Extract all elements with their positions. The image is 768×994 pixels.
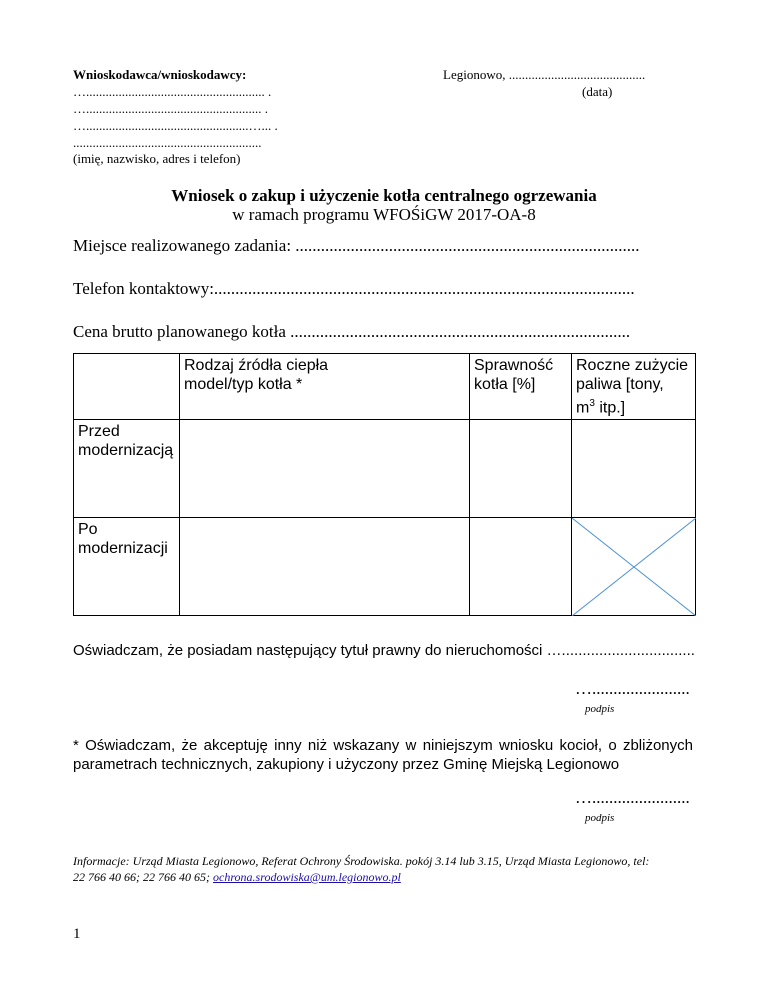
cell-before-heat-source[interactable] (180, 420, 470, 518)
document-title: Wniosek o zakup i użyczenie kotła centralnego ogrzewania (171, 186, 597, 205)
acceptance-statement-line-1: * Oświadczam, że akceptuję inny niż wskazany w niniejszym wniosku kocioł, o zbliżonych (73, 737, 693, 754)
footer-email-link[interactable]: ochrona.srodowiska@um.legionowo.pl (213, 870, 401, 884)
acceptance-statement-line-2: parametrach technicznych, zakupiony i użyczony przez Gminę Miejską Legionowo (73, 756, 620, 773)
place-date-field[interactable]: Legionowo, .......................................... (443, 67, 646, 82)
cell-before-efficiency[interactable] (470, 420, 572, 518)
applicant-hint: (imię, nazwisko, adres i telefon) (73, 151, 241, 166)
date-hint: (data) (582, 84, 613, 99)
applicant-label: Wnioskodawca/wnioskodawcy: (73, 67, 247, 82)
location-field[interactable]: Miejsce realizowanego zadania: ................................................................................. (73, 236, 640, 255)
cell-after-efficiency[interactable] (470, 518, 572, 616)
table-row-after (74, 518, 696, 616)
footer-phones: 22 766 40 66; 22 766 40 65; (73, 870, 213, 884)
col-efficiency-header: Sprawność kotła [%] (470, 354, 572, 420)
table-header-row (74, 354, 696, 420)
signature-line-1[interactable]: …....................... (575, 679, 690, 698)
row-before-label: Przed modernizacją (74, 420, 180, 518)
applicant-line-2[interactable]: …...................................................... . (73, 101, 268, 116)
row-after-label: Po modernizacji (74, 518, 180, 616)
table-corner-cell (74, 354, 180, 420)
col-consumption-header: Roczne zużycie paliwa [tony, $m^3$ itp.] (572, 354, 696, 420)
phone-field[interactable]: Telefon kontaktowy:................................................................................................... (73, 279, 635, 298)
cell-after-heat-source[interactable] (180, 518, 470, 616)
signature-hint-2: podpis (585, 812, 615, 824)
signature-hint-1: podpis (585, 703, 615, 715)
cell-before-consumption[interactable] (572, 420, 696, 518)
applicant-line-3[interactable]: …..................................................…... . (73, 118, 278, 133)
signature-line-2[interactable]: …....................... (575, 788, 690, 807)
page-number: 1 (73, 926, 81, 942)
boiler-table (73, 353, 696, 616)
applicant-line-4[interactable]: .......................................................... (73, 135, 262, 150)
footer-info-line-2 (73, 870, 401, 885)
price-field[interactable]: Cena brutto planowanego kotła ................................................................................ (73, 322, 631, 341)
crossed-out-cell-icon (572, 518, 696, 616)
applicant-line-1[interactable]: …....................................................... . (73, 84, 272, 99)
col-heat-source-header: Rodzaj źródła ciepła model/typ kotła * (180, 354, 470, 420)
footer-info-line-1: Informacje: Urząd Miasta Legionowo, Referat Ochrony Środowiska. pokój 3.14 lub 3.15, Urząd Miasta Legionowo, tel: (73, 854, 650, 868)
cell-after-consumption (572, 518, 696, 616)
table-row-before (74, 420, 696, 518)
legal-title-field[interactable]: Oświadczam, że posiadam następujący tytuł prawny do nieruchomości …................................ (73, 642, 695, 659)
document-subtitle: w ramach programu WFOŚiGW 2017-OA-8 (232, 205, 536, 224)
